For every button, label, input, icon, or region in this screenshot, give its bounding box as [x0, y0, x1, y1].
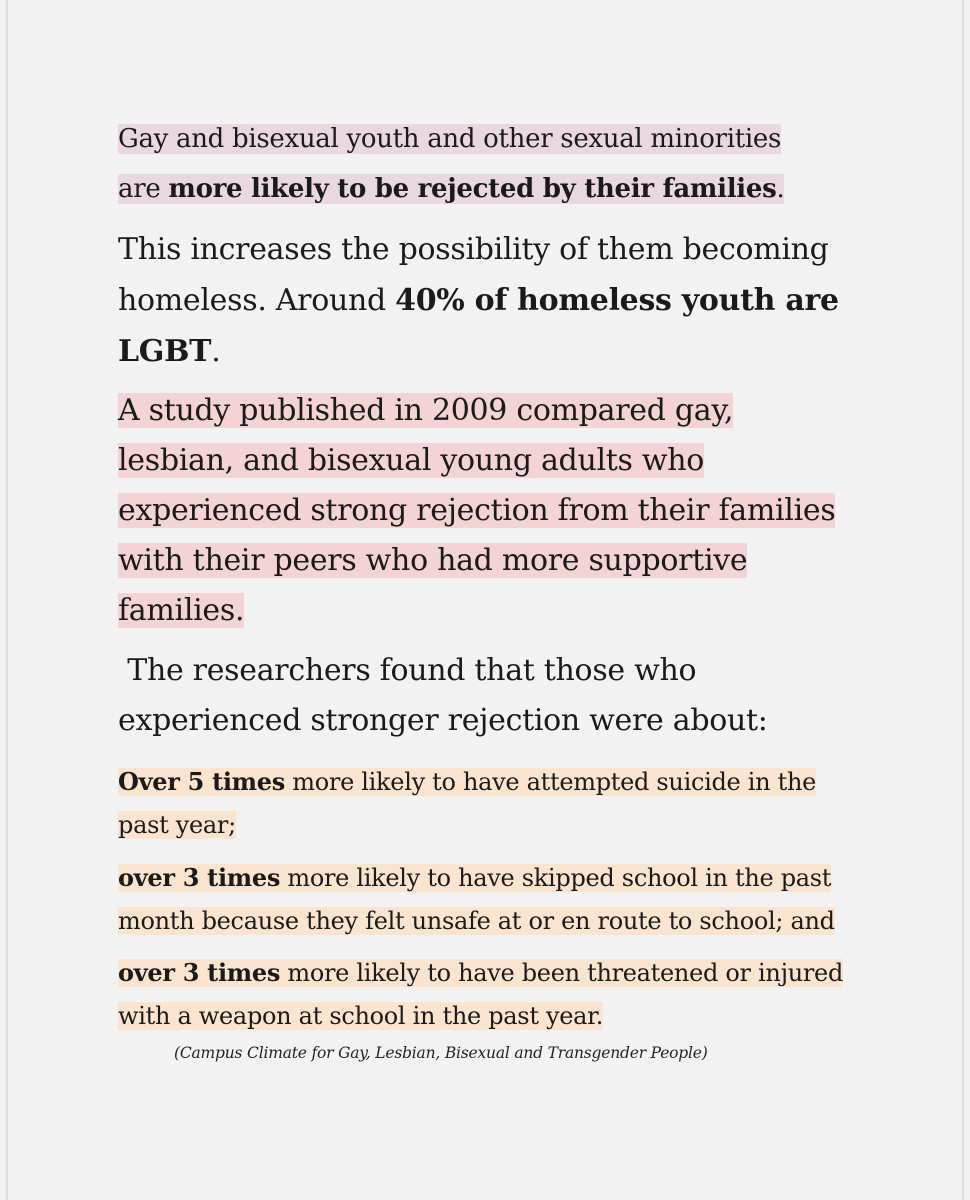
- text-line: This increases the possibility of them becoming: [118, 232, 829, 267]
- highlight-line: experienced strong rejection from their families: [118, 493, 836, 528]
- bold-phrase: over 3 times: [118, 958, 281, 987]
- paragraph-findings-intro: [118, 646, 878, 746]
- finding-threatened: [118, 951, 878, 1038]
- text-line: more likely to have skipped school in the past: [280, 864, 832, 892]
- highlight-line: [118, 768, 816, 796]
- text-line: experienced stronger rejection were about:: [118, 703, 768, 738]
- paragraph-study: [118, 386, 878, 636]
- highlight-line: with a weapon at school in the past year.: [118, 1002, 604, 1030]
- punctuation: .: [776, 174, 785, 204]
- bold-phrase: over 3 times: [118, 863, 281, 892]
- text-line: The researchers found that those who: [118, 653, 697, 688]
- text-line: are: [118, 174, 169, 204]
- highlight-line: past year;: [118, 811, 236, 839]
- highlight-line: [118, 124, 781, 154]
- paragraph-homelessness: [118, 224, 878, 377]
- bold-phrase: Over 5 times: [118, 767, 285, 796]
- paragraph-rejection: [118, 114, 878, 214]
- highlight-line: A study published in 2009 compared gay,: [118, 393, 734, 428]
- bold-phrase: 40% of homeless youth are: [395, 283, 839, 318]
- text-line: Gay and bisexual youth and other sexual minorities: [118, 124, 782, 154]
- punctuation: .: [211, 334, 221, 369]
- highlight-line: month because they felt unsafe at or en route to school; and: [118, 907, 835, 935]
- highlight-line: lesbian, and bisexual young adults who: [118, 443, 705, 478]
- highlight-line: [118, 959, 843, 987]
- text-line: more likely to have attempted suicide in the: [284, 768, 817, 796]
- text-line: homeless. Around: [118, 283, 396, 318]
- highlight-line: [118, 864, 831, 892]
- highlight-line: families.: [118, 593, 245, 628]
- highlight-line: with their peers who had more supportive: [118, 543, 748, 578]
- citation: (Campus Climate for Gay, Lesbian, Bisexual and Transgender People): [174, 1044, 708, 1062]
- highlight-line: [118, 174, 784, 204]
- bold-phrase: LGBT: [118, 334, 212, 369]
- bold-phrase: more likely to be rejected by their families: [168, 174, 777, 204]
- finding-suicide: [118, 760, 878, 847]
- finding-skipped-school: [118, 856, 878, 943]
- text-line: more likely to have been threatened or injured: [280, 959, 844, 987]
